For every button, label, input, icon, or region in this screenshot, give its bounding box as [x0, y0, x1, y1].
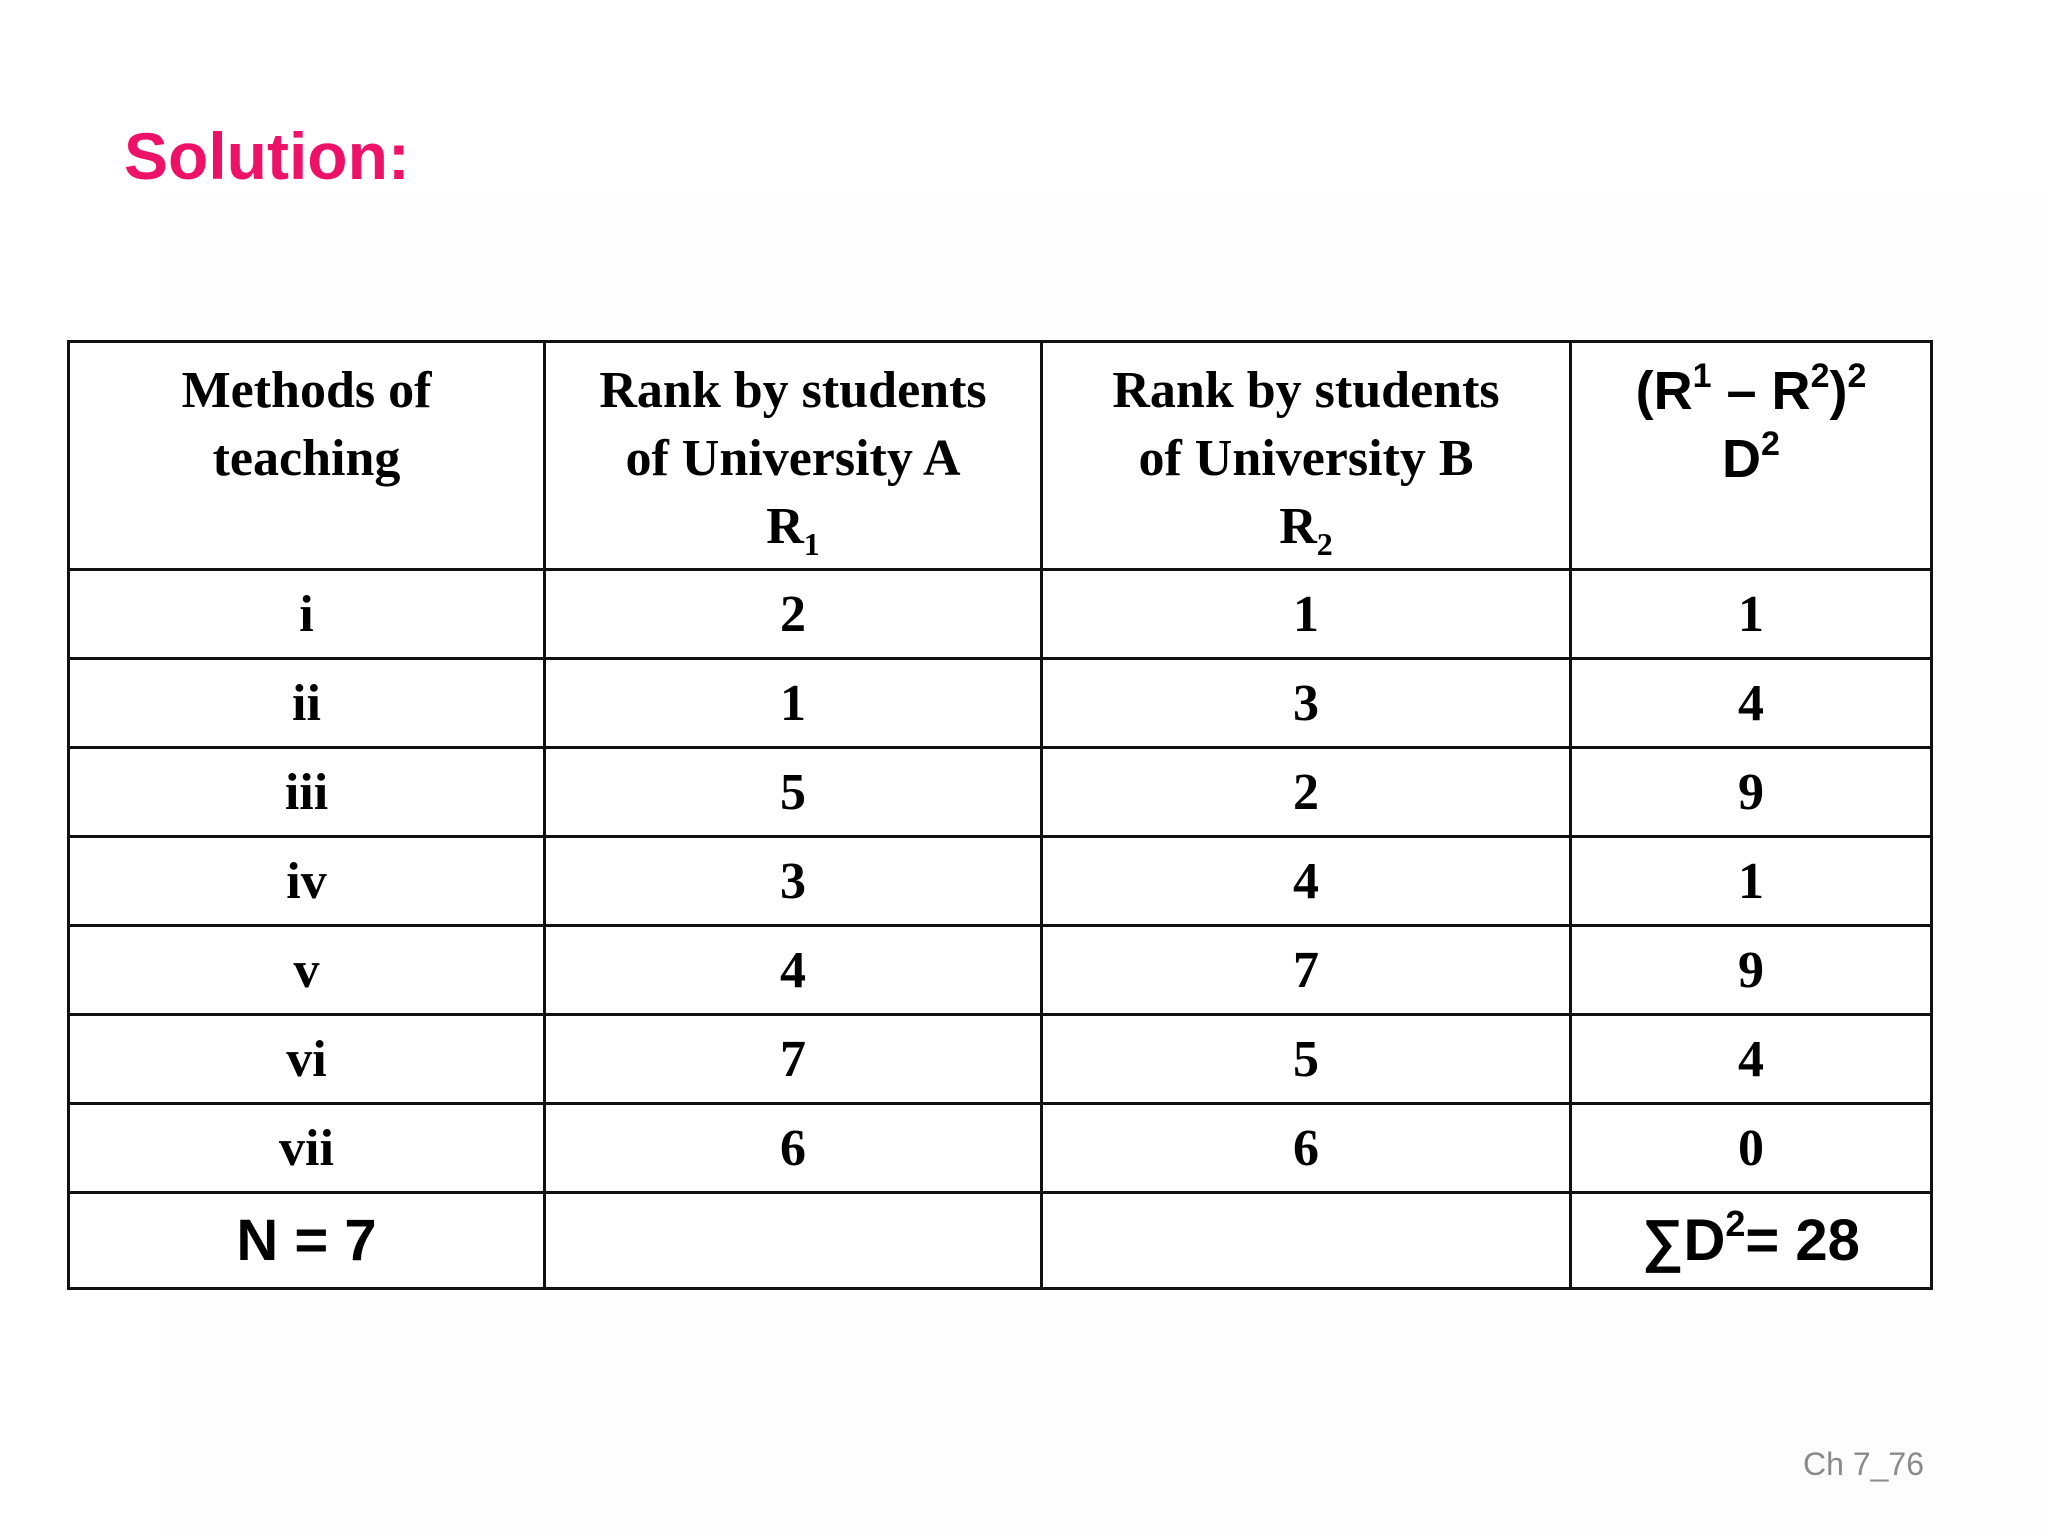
rank-b-cell: 3	[1042, 659, 1571, 748]
table-row	[69, 837, 1932, 926]
rank-b-cell: 6	[1042, 1104, 1571, 1193]
rank-b-cell: 7	[1042, 926, 1571, 1015]
header-rank-university-a	[545, 342, 1042, 570]
d-squared-cell: 1	[1571, 837, 1932, 926]
d-squared-cell: 4	[1571, 1015, 1932, 1104]
slide-title: Solution:	[124, 119, 410, 193]
d-squared-cell: 1	[1571, 570, 1932, 659]
rank-a-cell: 4	[545, 926, 1042, 1015]
header-rank-university-b	[1042, 342, 1571, 570]
header-d2-label: $D^2$	[1722, 425, 1780, 489]
d-squared-cell: 9	[1571, 926, 1932, 1015]
table-row	[69, 1015, 1932, 1104]
d-squared-cell: 9	[1571, 748, 1932, 837]
method-cell: i	[69, 570, 545, 659]
header-rank-a-line2: of University A	[625, 430, 961, 487]
header-methods-line1: Methods of	[181, 362, 432, 419]
header-methods-of-teaching	[69, 342, 545, 570]
method-cell: iv	[69, 837, 545, 926]
header-rank-b-line1: Rank by students	[1112, 362, 1500, 419]
rank-a-cell: 7	[545, 1015, 1042, 1104]
empty-cell	[1042, 1193, 1571, 1289]
method-cell: v	[69, 926, 545, 1015]
header-difference-formula: $(R^1 - R^2)^2$	[1635, 357, 1867, 421]
rank-b-cell: 5	[1042, 1015, 1571, 1104]
header-r1-symbol: $R_1$	[766, 498, 820, 562]
table-row	[69, 570, 1932, 659]
rank-a-cell: 6	[545, 1104, 1042, 1193]
rank-a-cell: 3	[545, 837, 1042, 926]
header-rank-a-line1: Rank by students	[599, 362, 987, 419]
rank-a-cell: 2	[545, 570, 1042, 659]
table-row	[69, 1104, 1932, 1193]
rank-b-cell: 2	[1042, 748, 1571, 837]
rank-b-cell: 1	[1042, 570, 1571, 659]
method-cell: vii	[69, 1104, 545, 1193]
slide-number: Ch 7_76	[1803, 1446, 1924, 1482]
sum-d-squared-cell: $\sum D^2= 28$	[1571, 1193, 1932, 1289]
method-cell: iii	[69, 748, 545, 837]
table-row	[69, 748, 1932, 837]
rank-b-cell: 4	[1042, 837, 1571, 926]
n-total-cell: N = 7	[69, 1193, 545, 1289]
header-r2-symbol: $R_2$	[1279, 498, 1333, 562]
rank-a-cell: 1	[545, 659, 1042, 748]
table-row	[69, 926, 1932, 1015]
d-squared-cell: 0	[1571, 1104, 1932, 1193]
header-methods-line2: teaching	[212, 430, 401, 487]
table-header-row	[69, 342, 1932, 570]
rank-a-cell: 5	[545, 748, 1042, 837]
d-squared-cell: 4	[1571, 659, 1932, 748]
header-d-squared	[1571, 342, 1932, 570]
method-cell: ii	[69, 659, 545, 748]
table-total-row	[69, 1193, 1932, 1289]
table-row	[69, 659, 1932, 748]
empty-cell	[545, 1193, 1042, 1289]
method-cell: vi	[69, 1015, 545, 1104]
header-rank-b-line2: of University B	[1138, 430, 1474, 487]
rank-correlation-table	[67, 340, 1933, 1290]
